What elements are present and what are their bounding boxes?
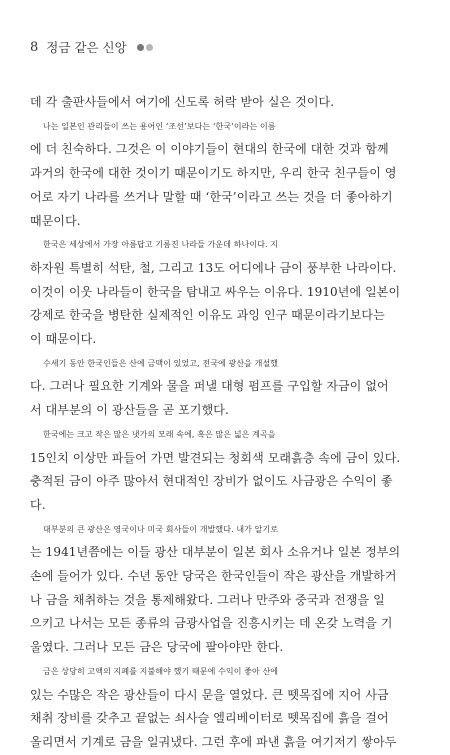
text-line: 으키고 나서는 모든 종류의 금광사업을 진흥시키는 데 온갖 노력을 기	[30, 616, 393, 631]
text-line: 손에 들어가 있다. 수년 동안 당국은 한국인들이 작은 광산을 개발하거	[30, 569, 397, 584]
text-line: 과거의 한국에 대한 것이기 때문이기도 하지만, 우리 한국 친구들이 영	[30, 166, 397, 181]
header-dots-ornament	[137, 44, 153, 51]
text-line: 수세기 동안 한국인들은 산에 금맥이 있었고, 전국에 광산을 개설했	[43, 358, 279, 368]
text-line: 올리면서 기계로 금을 일궈냈다. 그런 후에 파낸 흙을 여기저기 쌓아두	[30, 734, 397, 749]
text-line: 다.	[30, 497, 46, 512]
text-line: 서 대부분의 이 광산들을 곧 포기했다.	[30, 403, 229, 418]
text-line: 하자원 특별히 석탄, 철, 그리고 13도 어디에나 금이 풍부한 나라이다.	[30, 260, 397, 275]
dot-icon	[146, 44, 153, 51]
text-line: 때문이다.	[30, 213, 81, 228]
text-line: 한국은 세상에서 가장 아름답고 기름진 나라들 가운데 하나이다. 지	[43, 240, 279, 250]
text-line: 있는 수많은 작은 광산들이 다시 문을 열었다. 큰 뗏목집에 지어 사금	[30, 687, 389, 702]
text-line: 울였다. 그러나 모든 금은 당국에 팔아야만 한다.	[30, 640, 284, 655]
text-line: 나 금을 채취하는 것을 통제해왔다. 그러나 만주와 중국과 전쟁을 일	[30, 592, 385, 607]
text-line: 데 각 출판사들에서 여기에 신도록 허락 받아 실은 것이다.	[30, 95, 335, 109]
text-line: 충적된 금이 아주 많아서 현대적인 장비가 없이도 사금광은 수익이 좋	[30, 474, 393, 489]
text-line: 한국에는 크고 작은 많은 냇가의 모래 속에, 혹은 많은 넓은 계곡을	[43, 429, 276, 439]
page-number: 8	[30, 39, 39, 55]
text-line: 이 때문이다.	[30, 332, 97, 347]
text-line: 15인치 이상만 파들어 가면 발견되는 청회색 모래흙층 속에 금이 있다.	[30, 450, 401, 465]
text-line: 다. 그러나 필요한 기계와 물을 퍼낼 대형 펌프를 구입할 자금이 없어	[30, 379, 389, 394]
text-line: 채취 장비를 갖추고 끝없는 쇠사슬 엘리베이터로 뗏목집에 흙을 걸어	[30, 711, 389, 726]
body-text	[30, 91, 427, 755]
running-title: 정금 같은 신앙	[46, 40, 127, 55]
text-line: 금은 상당히 고액의 지폐를 지불해야 했기 때문에 수익이 좋아 산에	[43, 666, 279, 676]
dot-icon	[137, 44, 144, 51]
text-line: 는 1941년쯤에는 이들 광산 대부분이 일본 회사 소유거나 일본 정부의	[30, 545, 401, 560]
text-line: 대부분의 큰 광산은 영국이나 미국 회사들이 개발했다. 내가 알기로	[43, 524, 279, 534]
text-line: 강제로 한국을 병탄한 실제적인 이유도 과잉 인구 때문이라기보다는	[30, 308, 385, 323]
text-line: 이것이 이웃 나라들이 한국을 탐내고 싸우는 이유다. 1910년에 일본이	[30, 284, 401, 299]
page-header	[30, 38, 153, 56]
text-line: 나는 일본인 관리들이 쓰는 용어인 ‘조선’보다는 ‘한국’이라는 이름	[43, 121, 276, 131]
text-line: 어로 자기 나라를 쓰거나 말할 때 ‘한국’이라고 쓰는 것을 더 좋아하기	[30, 189, 393, 204]
text-line: 에 더 친숙하다. 그것은 이 이야기들이 현대의 한국에 대한 것과 함께	[30, 142, 389, 157]
